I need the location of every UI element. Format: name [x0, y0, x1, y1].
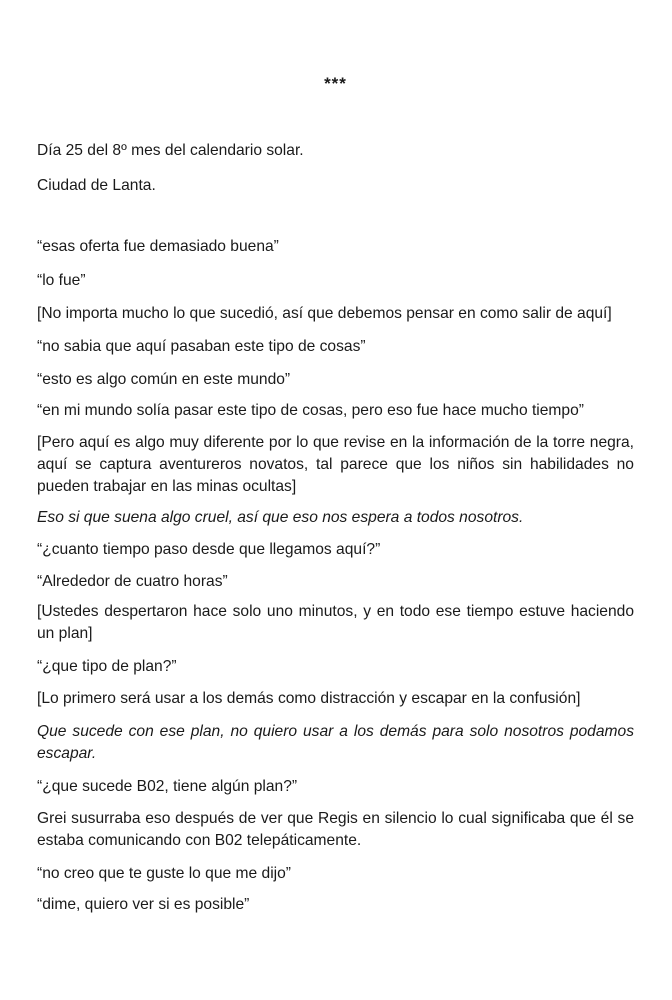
paragraph: [No importa mucho lo que sucedió, así que debemos pensar en como salir de aquí]: [37, 305, 612, 322]
paragraph: [Pero aquí es algo muy diferente por lo que revise en la información de la torre negra, aquí se captura aventureros novatos, tal parece que los niños sin habilidades no pueden trabajar en las minas ocultas]: [37, 434, 634, 495]
paragraph: “¿que sucede B02, tiene algún plan?”: [37, 778, 298, 795]
paragraph: “¿cuanto tiempo paso desde que llegamos aquí?”: [37, 541, 381, 558]
section-separator: ***: [324, 74, 347, 93]
paragraph-italic: Eso si que suena algo cruel, así que eso nos espera a todos nosotros.: [37, 509, 524, 526]
paragraph: [Lo primero será usar a los demás como distracción y escapar en la confusión]: [37, 690, 581, 707]
paragraph: “esto es algo común en este mundo”: [37, 371, 291, 388]
paragraph: “esas oferta fue demasiado buena”: [37, 238, 279, 255]
paragraph: “¿que tipo de plan?”: [37, 658, 177, 675]
date-line: Día 25 del 8º mes del calendario solar.: [37, 142, 304, 159]
paragraph-italic: Que sucede con ese plan, no quiero usar a los demás para solo nosotros podamos escapar.: [37, 723, 634, 762]
paragraph: “no creo que te guste lo que me dijo”: [37, 865, 291, 882]
paragraph: “lo fue”: [37, 272, 86, 289]
paragraph: “no sabia que aquí pasaban este tipo de cosas”: [37, 338, 366, 355]
paragraph: Grei susurraba eso después de ver que Regis en silencio lo cual significaba que él se estaba comunicando con B02 telepáticamente.: [37, 810, 634, 849]
paragraph: “en mi mundo solía pasar este tipo de cosas, pero eso fue hace mucho tiempo”: [37, 402, 584, 419]
paragraph: “dime, quiero ver si es posible”: [37, 896, 250, 913]
paragraph: [Ustedes despertaron hace solo uno minutos, y en todo ese tiempo estuve haciendo un plan]: [37, 603, 634, 642]
location-line: Ciudad de Lanta.: [37, 177, 156, 194]
paragraph: “Alrededor de cuatro horas”: [37, 573, 228, 590]
